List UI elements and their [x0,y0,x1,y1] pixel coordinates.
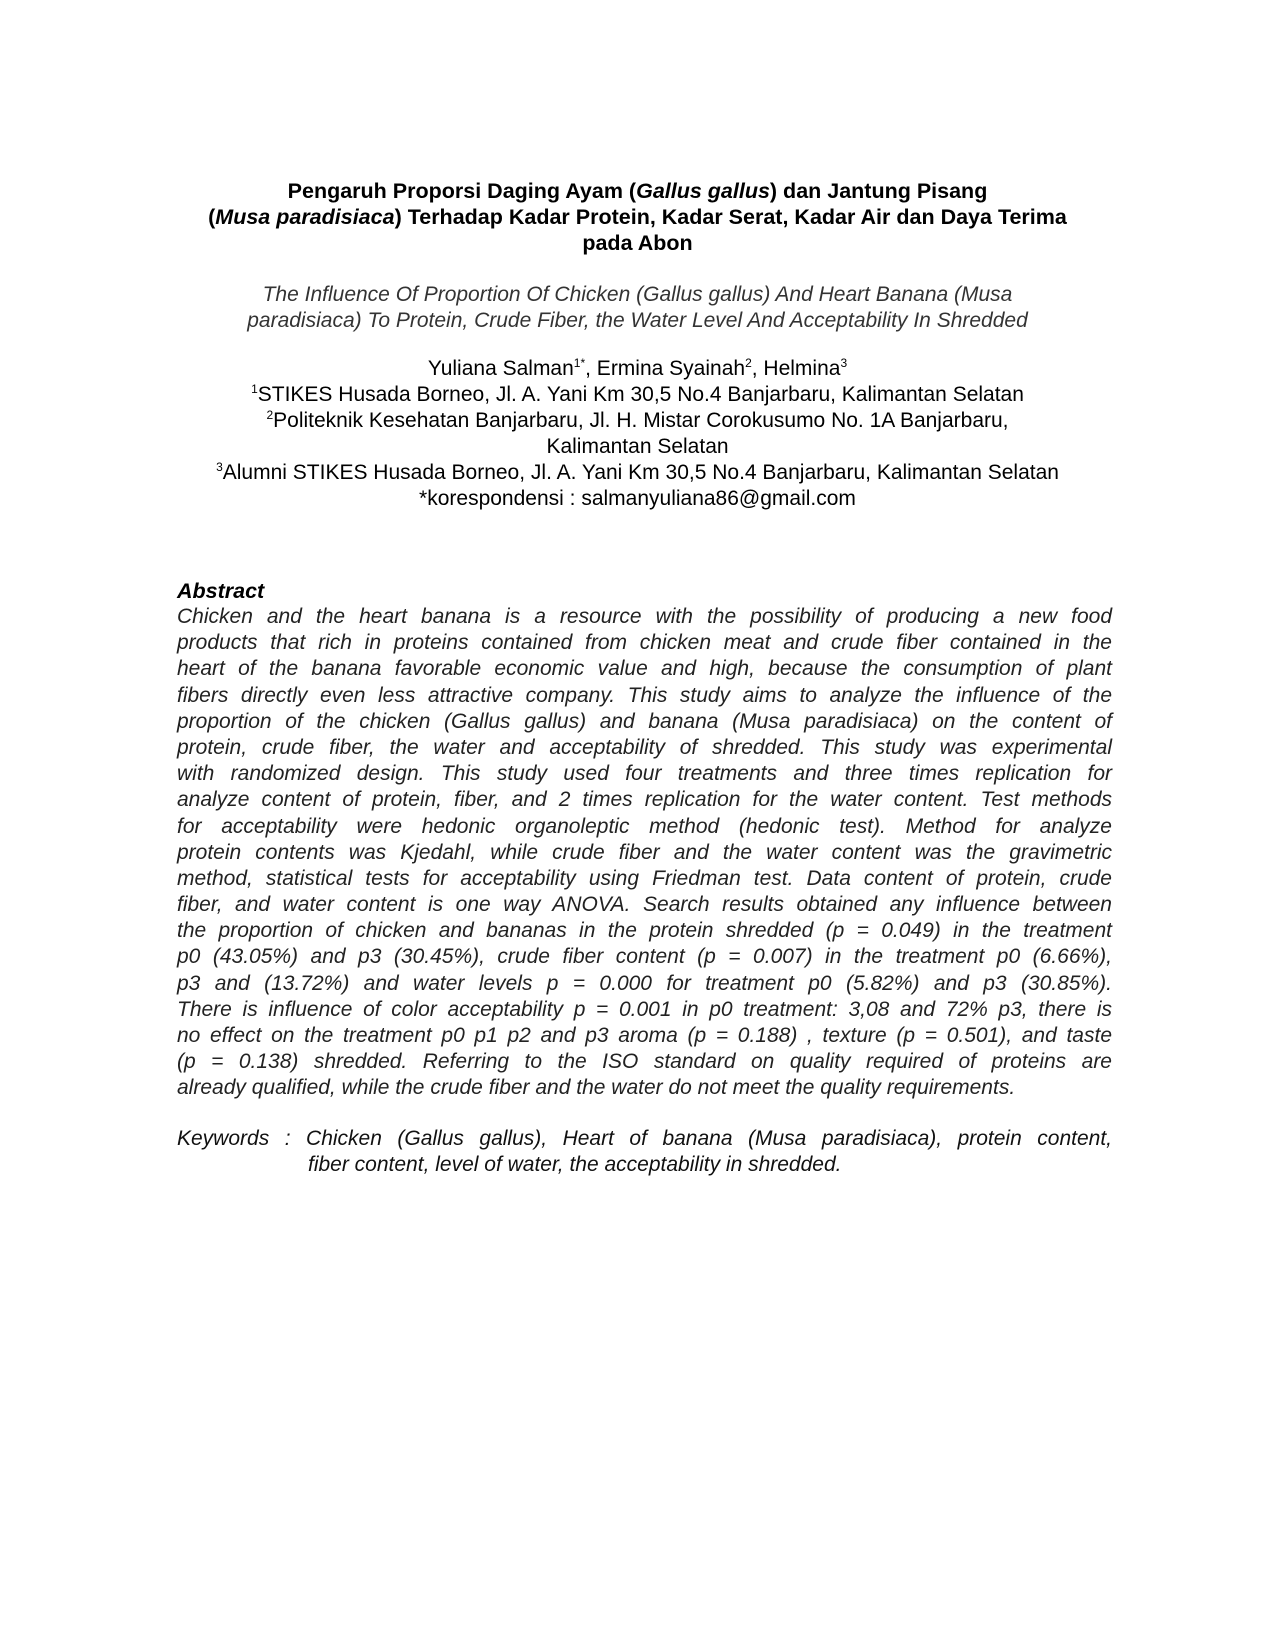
affiliation-3 [150,460,1125,486]
abstract-line: p0 (43.05%) and p3 (30.45%), crude fiber content (p = 0.007) in the treatment p0 (6.66%), [177,945,1112,969]
abstract-line: heart of the banana favorable economic value and high, because the consumption of plant [177,657,1112,681]
affiliation-text: Politeknik Kesehatan Banjarbaru, Jl. H. Mistar Corokusumo No. 1A Banjarbaru, [273,409,1009,432]
title-text: ( [208,205,216,229]
author-superscript: 2 [745,356,752,370]
title-line-2 [180,204,1095,230]
author-superscript: 1* [573,356,586,370]
abstract-line: p3 and (13.72%) and water levels p = 0.000 for treatment p0 (5.82%) and p3 (30.85%). [177,971,1112,995]
abstract-line: fiber, and water content is one way ANOVA. Search results obtained any influence between [177,893,1112,917]
keywords-line-1: Keywords : Chicken (Gallus gallus), Heart of banana (Musa paradisiaca), protein content, [177,1127,1112,1150]
title-text: ) dan Jantung Pisang [769,179,988,203]
abstract-line: products that rich in proteins contained from chicken meat and crude fiber contained in the [177,631,1112,655]
affiliation-text: Alumni STIKES Husada Borneo, Jl. A. Yani Km 30,5 No.4 Banjarbaru, Kalimantan Selatan [222,461,1059,484]
abstract-line: Chicken and the heart banana is a resource with the possibility of producing a new food [177,605,1112,628]
english-title-line-2: paradisiaca) To Protein, Crude Fiber, the Water Level And Acceptability In Shredded [247,309,1028,332]
author-name: , Helmina [751,357,841,380]
abstract-line: (p = 0.138) shredded. Referring to the ISO standard on quality required of proteins are [177,1050,1112,1074]
abstract-body [177,604,1112,1102]
abstract-line: proportion of the chicken (Gallus gallus) and banana (Musa paradisiaca) on the content of [177,709,1112,733]
affiliation-2 [150,408,1125,434]
author-block [150,356,1125,512]
author-name: , Ermina Syainah [585,357,746,380]
abstract-line: for acceptability were hedonic organoleptic method (hedonic test). Method for analyze [177,814,1112,838]
abstract-line: the proportion of chicken and bananas in the protein shredded (p = 0.049) in the treatment [177,919,1112,943]
title-text: Pengaruh Proporsi Daging Ayam ( [287,179,637,203]
affiliation-superscript: 1 [251,382,258,396]
keywords-line-2: fiber content, level of water, the acceptability in shredded. [308,1153,842,1176]
english-title-line-1: The Influence Of Proportion Of Chicken (Gallus gallus) And Heart Banana (Musa [262,283,1013,306]
abstract-line: no effect on the treatment p0 p1 p2 and p3 aroma (p = 0.188) , texture (p = 0.501), and taste [177,1024,1112,1047]
title-text: ) Terhadap Kadar Protein, Kadar Serat, Kadar Air dan Daya Terima [394,205,1067,229]
correspondence-email: *korespondensi : salmanyuliana86@gmail.com [419,487,856,510]
affiliation-text: STIKES Husada Borneo, Jl. A. Yani Km 30,5 No.4 Banjarbaru, Kalimantan Selatan [257,383,1024,406]
abstract-line: protein contents was Kjedahl, while crude fiber and the water content was the gravimetric [177,840,1112,864]
abstract-line: with randomized design. This study used four treatments and three times replication for [177,762,1112,786]
keywords-block [177,1126,1112,1178]
affiliation-1 [150,382,1125,408]
abstract-line: protein, crude fiber, the water and acceptability of shredded. This study was experimental [177,735,1112,759]
title-species-name: Musa paradisiaca [215,205,395,229]
abstract-heading: Abstract [177,579,265,603]
abstract-line: fibers directly even less attractive company. This study aims to analyze the influence of the [177,683,1112,707]
abstract-line: already qualified, while the crude fiber and the water do not meet the quality requirements. [177,1076,1016,1100]
affiliation-2-continued: Kalimantan Selatan [546,435,729,458]
abstract-line: method, statistical tests for acceptability using Friedman test. Data content of protein, crude [177,866,1112,890]
title-species-name: Gallus gallus [636,179,770,203]
title-line-3: pada Abon [582,231,693,255]
author-name: Yuliana Salman [427,357,574,380]
affiliation-superscript: 3 [216,460,223,474]
english-title [180,282,1095,334]
author-superscript: 3 [840,356,848,370]
affiliation-superscript: 2 [266,408,274,422]
title-line-1 [180,178,1095,204]
author-list [150,356,1125,382]
abstract-line: analyze content of protein, fiber, and 2 times replication for the water content. Test methods [177,788,1112,812]
abstract-line: There is influence of color acceptability p = 0.001 in p0 treatment: 3,08 and 72% p3, there is [177,997,1112,1021]
paper-title [180,178,1095,256]
